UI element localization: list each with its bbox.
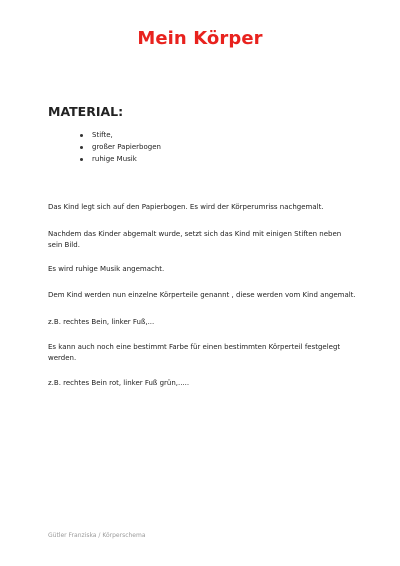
paragraph: Dem Kind werden nun einzelne Körperteile genannt , diese werden vom Kind angemalt. — [48, 291, 356, 299]
paragraph: Es wird ruhige Musik angemacht. — [48, 265, 165, 273]
page-footer: Gütler Franziska / Körperschema — [48, 532, 146, 539]
paragraph: Das Kind legt sich auf den Papierbogen. Es wird der Körperumriss nachgemalt. — [48, 203, 324, 211]
material-list — [78, 129, 161, 165]
paragraph: z.B. rechtes Bein rot, linker Fuß grün,..... — [48, 379, 190, 387]
paragraph: Es kann auch noch eine bestimmt Farbe für einen bestimmten Körperteil festgelegt werden. — [48, 343, 341, 362]
page-title: Mein Körper — [137, 28, 263, 49]
paragraph: Nachdem das Kinder abgemalt wurde, setzt sich das Kind mit einigen Stiften neben sein Bild. — [48, 230, 342, 249]
material-item: Stifte, — [78, 129, 161, 141]
material-item: großer Papierbogen — [78, 141, 161, 153]
material-item: ruhige Musik — [78, 153, 161, 165]
material-heading: MATERIAL: — [48, 104, 124, 119]
paragraph: z.B. rechtes Bein, linker Fuß,... — [48, 318, 155, 326]
